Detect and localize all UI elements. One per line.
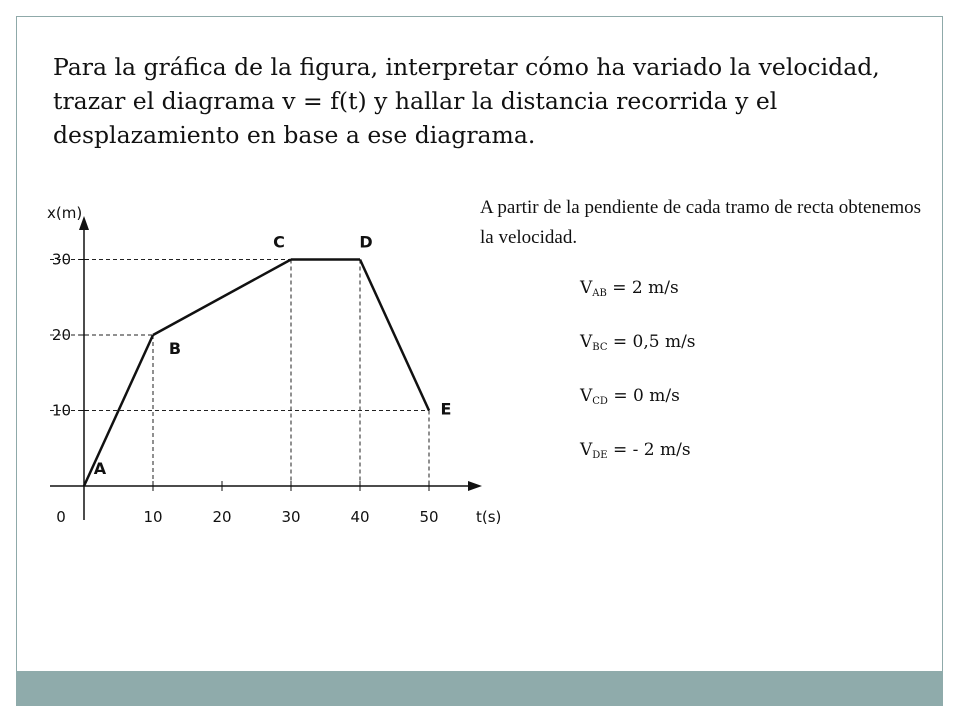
point-label-d: D bbox=[359, 232, 373, 252]
y-tick-label: 10 bbox=[51, 401, 71, 420]
velocity-symbol: V bbox=[580, 386, 593, 406]
x-axis-label: t(s) bbox=[476, 508, 502, 526]
velocity-subscript: CD bbox=[592, 396, 608, 407]
x-tick-label: 20 bbox=[212, 508, 232, 526]
velocity-value: = 2 m/s bbox=[606, 278, 679, 298]
velocity-value: = 0 m/s bbox=[607, 386, 680, 406]
chart-series bbox=[84, 260, 429, 487]
point-label-c: C bbox=[273, 232, 285, 252]
velocity-subscript: BC bbox=[592, 342, 608, 353]
problem-title: Para la gráfica de la figura, interpretar cómo ha variado la velocidad, trazar el diagrama v = f(t) y hallar la distancia recorrida y el desplazamiento en base a ese diagrama. bbox=[53, 53, 880, 149]
velocity-symbol: V bbox=[580, 440, 593, 460]
x-tick-label: 50 bbox=[419, 508, 439, 526]
velocity-value: = 0,5 m/s bbox=[607, 332, 696, 352]
velocity-subscript: DE bbox=[592, 450, 608, 461]
point-label-a: A bbox=[93, 459, 107, 478]
point-label-e: E bbox=[440, 399, 452, 419]
reference-lines bbox=[50, 260, 429, 487]
velocity-value: = - 2 m/s bbox=[607, 440, 691, 460]
x-tick-label: 40 bbox=[350, 508, 370, 526]
segment-de bbox=[360, 260, 429, 411]
segment-bc bbox=[153, 260, 291, 336]
intro-text: A partir de la pendiente de cada tramo de recta obtenemos la velocidad. bbox=[480, 197, 922, 248]
x-axis-arrow bbox=[468, 481, 482, 491]
x-tick-label: 10 bbox=[143, 508, 163, 526]
y-tick-label: 30 bbox=[51, 250, 71, 269]
velocity-symbol: V bbox=[580, 332, 593, 352]
y-axis-label: x(m) bbox=[47, 204, 83, 222]
x-tick-label: 30 bbox=[281, 508, 301, 526]
velocity-symbol: V bbox=[580, 278, 593, 298]
chart-axes bbox=[50, 216, 482, 520]
y-tick-label: 20 bbox=[51, 326, 71, 344]
velocity-subscript: AB bbox=[592, 288, 607, 299]
point-label-b: B bbox=[168, 339, 182, 358]
x-tick-label: 0 bbox=[56, 508, 66, 526]
chart-labels bbox=[47, 204, 501, 526]
